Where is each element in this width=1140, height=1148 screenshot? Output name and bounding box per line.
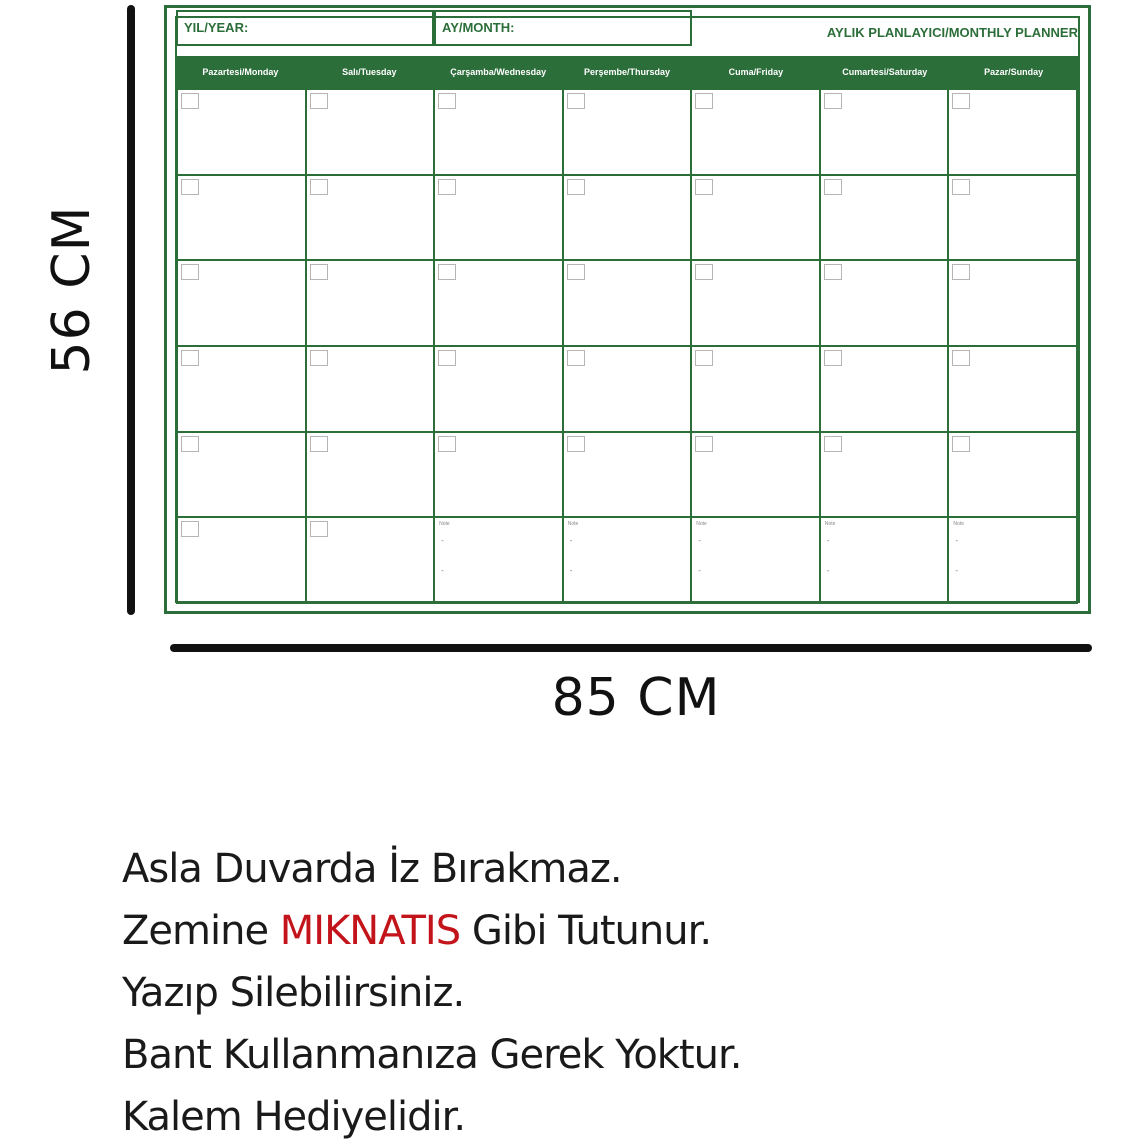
- day-cell: [564, 90, 693, 176]
- height-dimension-label: 56 CM: [42, 205, 102, 375]
- day-cell: [821, 176, 950, 262]
- day-cell: [307, 261, 436, 347]
- note-line: -: [698, 536, 701, 546]
- width-dimension-bar: [170, 644, 1092, 652]
- day-cell: [692, 176, 821, 262]
- date-box: [181, 179, 199, 195]
- day-cell: [692, 347, 821, 433]
- day-cell: [821, 347, 950, 433]
- note-label: Note: [824, 521, 836, 528]
- note-cell: [692, 518, 821, 604]
- day-cell: [692, 433, 821, 519]
- day-cell: [949, 261, 1078, 347]
- note-line: -: [955, 566, 959, 576]
- date-box: [438, 93, 456, 109]
- date-box: [952, 436, 970, 452]
- date-box: [310, 179, 328, 195]
- date-box: [695, 179, 713, 195]
- date-box: [952, 264, 970, 280]
- date-box: [695, 93, 713, 109]
- month-field: AY/MONTH:: [434, 10, 692, 46]
- day-cell: [692, 90, 821, 176]
- date-box: [438, 264, 456, 280]
- day-cell: [821, 433, 950, 519]
- weekday-monday: Pazartesi/Monday: [202, 67, 279, 77]
- year-field: YIL/YEAR:: [176, 10, 434, 46]
- day-cell: [307, 176, 436, 262]
- date-box: [310, 350, 328, 366]
- date-box: [952, 93, 970, 109]
- feature-text: Gibi Tutunur.: [460, 908, 712, 954]
- feature-list: [122, 838, 742, 1148]
- day-cell: [435, 90, 564, 176]
- day-cell: [307, 433, 436, 519]
- feature-line: Kalem Hediyelidir.: [122, 1094, 466, 1140]
- note-line: -: [955, 536, 959, 546]
- day-cell: [435, 433, 564, 519]
- day-cell: [178, 518, 307, 604]
- feature-line: Bant Kullanmanıza Gerek Yoktur.: [122, 1032, 742, 1078]
- date-box: [181, 93, 199, 109]
- date-box: [310, 436, 328, 452]
- feature-line: Asla Duvarda İz Bırakmaz.: [122, 846, 622, 892]
- note-cell: [435, 518, 564, 604]
- day-cell: [949, 433, 1078, 519]
- note-line: -: [441, 536, 444, 546]
- day-cell: [435, 261, 564, 347]
- note-cell: [949, 518, 1078, 604]
- note-cell: [821, 518, 950, 604]
- date-box: [438, 179, 456, 195]
- weekday-thursday: Perşembe/Thursday: [583, 67, 671, 77]
- day-cell: [949, 176, 1078, 262]
- calendar-grid: [176, 88, 1078, 604]
- day-cell: [435, 176, 564, 262]
- note-line: -: [441, 566, 444, 576]
- height-dimension-bar: [127, 5, 135, 615]
- date-box: [824, 264, 842, 280]
- product-code: [1040, 603, 1126, 1138]
- note-cell: [564, 518, 693, 604]
- weekday-wednesday: Çarşamba/Wednesday: [450, 67, 547, 77]
- note-line: -: [826, 566, 830, 576]
- feature-highlight: MIKNATIS: [279, 908, 461, 954]
- note-line: -: [569, 536, 573, 546]
- day-cell: [178, 261, 307, 347]
- date-box: [567, 436, 585, 452]
- width-dimension-label: 85 CM: [551, 668, 721, 728]
- date-box: [952, 179, 970, 195]
- day-cell: [564, 176, 693, 262]
- day-cell: [821, 261, 950, 347]
- note-line: -: [698, 566, 701, 576]
- date-box: [567, 179, 585, 195]
- date-box: [181, 521, 199, 537]
- note-label: Note: [567, 521, 579, 528]
- date-box: [438, 350, 456, 366]
- date-box: [310, 264, 328, 280]
- day-cell: [821, 90, 950, 176]
- day-cell: [178, 433, 307, 519]
- date-box: [181, 350, 199, 366]
- date-box: [310, 521, 328, 537]
- date-box: [695, 350, 713, 366]
- date-box: [181, 264, 199, 280]
- date-box: [952, 350, 970, 366]
- feature-text: Zemine: [122, 908, 280, 954]
- day-cell: [178, 176, 307, 262]
- day-cell: [178, 90, 307, 176]
- weekday-tuesday: Salı/Tuesday: [342, 67, 397, 77]
- day-cell: [564, 261, 693, 347]
- weekday-saturday: Cumartesi/Saturday: [842, 67, 928, 77]
- date-box: [824, 350, 842, 366]
- date-box: [824, 93, 842, 109]
- note-line: -: [569, 566, 573, 576]
- weekday-sunday: Pazar/Sunday: [984, 67, 1044, 77]
- feature-line: [122, 900, 742, 962]
- date-box: [695, 264, 713, 280]
- date-box: [824, 436, 842, 452]
- date-box: [181, 436, 199, 452]
- note-line: -: [826, 536, 830, 546]
- date-box: [567, 350, 585, 366]
- day-cell: [564, 433, 693, 519]
- note-label: Note: [696, 521, 707, 528]
- date-box: [438, 436, 456, 452]
- date-box: [695, 436, 713, 452]
- day-cell: [435, 347, 564, 433]
- day-cell: [564, 347, 693, 433]
- day-cell: [178, 347, 307, 433]
- weekday-header: [176, 56, 1078, 88]
- note-label: Note: [953, 521, 964, 528]
- date-box: [567, 264, 585, 280]
- day-cell: [307, 347, 436, 433]
- day-cell: [307, 90, 436, 176]
- day-cell: [307, 518, 436, 604]
- feature-line: Yazıp Silebilirsiniz.: [122, 970, 465, 1016]
- day-cell: [949, 347, 1078, 433]
- day-cell: [949, 90, 1078, 176]
- date-box: [310, 93, 328, 109]
- date-box: [567, 93, 585, 109]
- planner-title: AYLIK PLANLAYICI/MONTHLY PLANNER: [826, 25, 1078, 40]
- date-box: [824, 179, 842, 195]
- weekday-friday: Cuma/Friday: [728, 67, 784, 77]
- day-cell: [692, 261, 821, 347]
- note-label: Note: [439, 521, 450, 528]
